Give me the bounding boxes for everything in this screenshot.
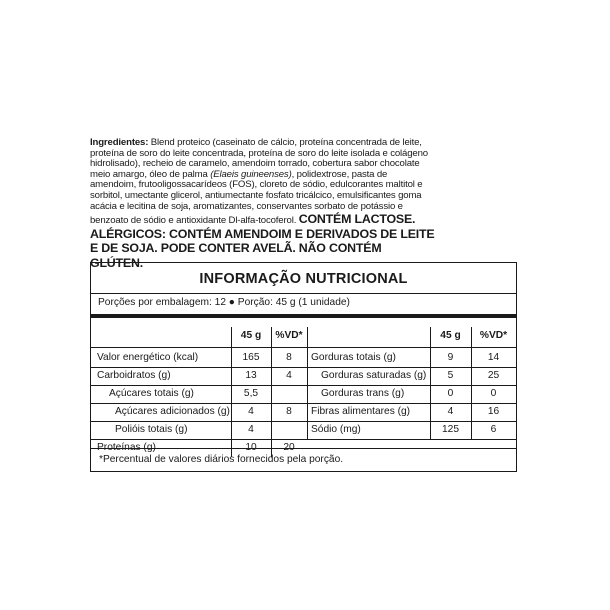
right-row-dv: 25 bbox=[487, 370, 500, 381]
right-row-amount: 9 bbox=[447, 352, 454, 363]
nutrition-title: INFORMAÇÃO NUTRICIONAL bbox=[199, 271, 408, 287]
right-col-divider bbox=[471, 327, 472, 439]
right-row-dv: 16 bbox=[487, 406, 500, 417]
right-header-dv: %VD* bbox=[479, 330, 508, 341]
left-row-name: Açúcares adicionados (g) bbox=[115, 406, 230, 417]
right-row-dv: 14 bbox=[487, 352, 500, 363]
thick-rule bbox=[91, 314, 516, 318]
left-col-divider bbox=[271, 327, 272, 457]
right-row-amount: 0 bbox=[447, 388, 454, 399]
ingredients-text-2: , polidextrose, pasta de amendoim, frutooligossacarídeos (FOS), cloreto de sódio, edulcorantes maltitol e sorbitol, umectante glicerol, antiumectante fosfato tricálcico, emulsificantes goma acácia e lecitina de soja, aromatizantes, conservantes sorbato de potássio e benzoato de sódio e antioxidante Dl-alfa-tocoferol. bbox=[90, 168, 423, 227]
left-row-dv: 8 bbox=[286, 406, 292, 417]
right-header-amount: 45 g bbox=[440, 330, 461, 341]
allergen-warning: CONTÉM LACTOSE. ALÉRGICOS: CONTÉM AMENDOIM E DERIVADOS DE LEITE E DE SOJA. PODE CONTER AVELÃ. NÃO CONTÉM GLÚTEN. bbox=[90, 212, 435, 270]
ingredients-label: Ingredientes: bbox=[90, 137, 149, 148]
ingredients-text-1: Blend proteico (caseinato de cálcio, proteína concentrada de leite, proteína de soro do leite concentrada, proteína de soro do leite isolada e colágeno hidrolisado), recheio de caramelo, amendoim torrado, cobertura sabor chocolate meio amargo, óleo de palma bbox=[90, 137, 428, 180]
left-row-name: Valor energético (kcal) bbox=[97, 352, 199, 363]
left-row-amount: 165 bbox=[242, 352, 260, 363]
right-col-divider bbox=[430, 327, 431, 439]
left-row-dv bbox=[271, 385, 307, 403]
left-header-amount: 45 g bbox=[240, 330, 262, 341]
left-row-name: Açúcares totais (g) bbox=[109, 388, 194, 399]
left-row-amount: 13 bbox=[245, 370, 257, 381]
nutrition-facts-panel bbox=[90, 262, 517, 472]
servings-info: Porções por embalagem: 12 ● Porção: 45 g (1 unidade) bbox=[98, 297, 350, 308]
right-row-name: Gorduras totais (g) bbox=[311, 352, 396, 363]
left-row-dv: 8 bbox=[286, 352, 292, 363]
right-row-name: Sódio (mg) bbox=[311, 424, 361, 435]
footnote-rule bbox=[91, 448, 516, 449]
left-header-dv: %VD* bbox=[275, 330, 303, 341]
left-row-amount: 4 bbox=[248, 424, 254, 435]
right-row-amount: 5 bbox=[447, 370, 454, 381]
right-row-dv: 6 bbox=[490, 424, 497, 435]
right-row-name: Gorduras saturadas (g) bbox=[321, 370, 427, 381]
left-row-name: Carboidratos (g) bbox=[97, 370, 171, 381]
right-row-name: Fibras alimentares (g) bbox=[311, 406, 411, 417]
ingredients-italic: (Elaeis guineenses) bbox=[210, 168, 292, 180]
left-col-divider bbox=[231, 327, 232, 457]
right-row-amount: 4 bbox=[447, 406, 454, 417]
left-row-dv bbox=[271, 421, 307, 439]
left-row-name: Polióis totais (g) bbox=[115, 424, 188, 435]
ingredients-paragraph bbox=[90, 138, 435, 271]
footnote: *Percentual de valores diários fornecidos pela porção. bbox=[99, 454, 344, 465]
left-row-amount: 5,5 bbox=[243, 388, 259, 399]
right-row-amount: 125 bbox=[442, 424, 459, 435]
title-rule bbox=[91, 293, 516, 294]
left-row-dv: 4 bbox=[286, 370, 292, 381]
left-row-amount: 4 bbox=[248, 406, 254, 417]
center-divider bbox=[307, 327, 308, 439]
right-row-name: Gorduras trans (g) bbox=[321, 388, 405, 399]
header-underline bbox=[91, 347, 516, 348]
right-table-bottom bbox=[307, 439, 516, 440]
right-row-dv: 0 bbox=[490, 388, 497, 399]
